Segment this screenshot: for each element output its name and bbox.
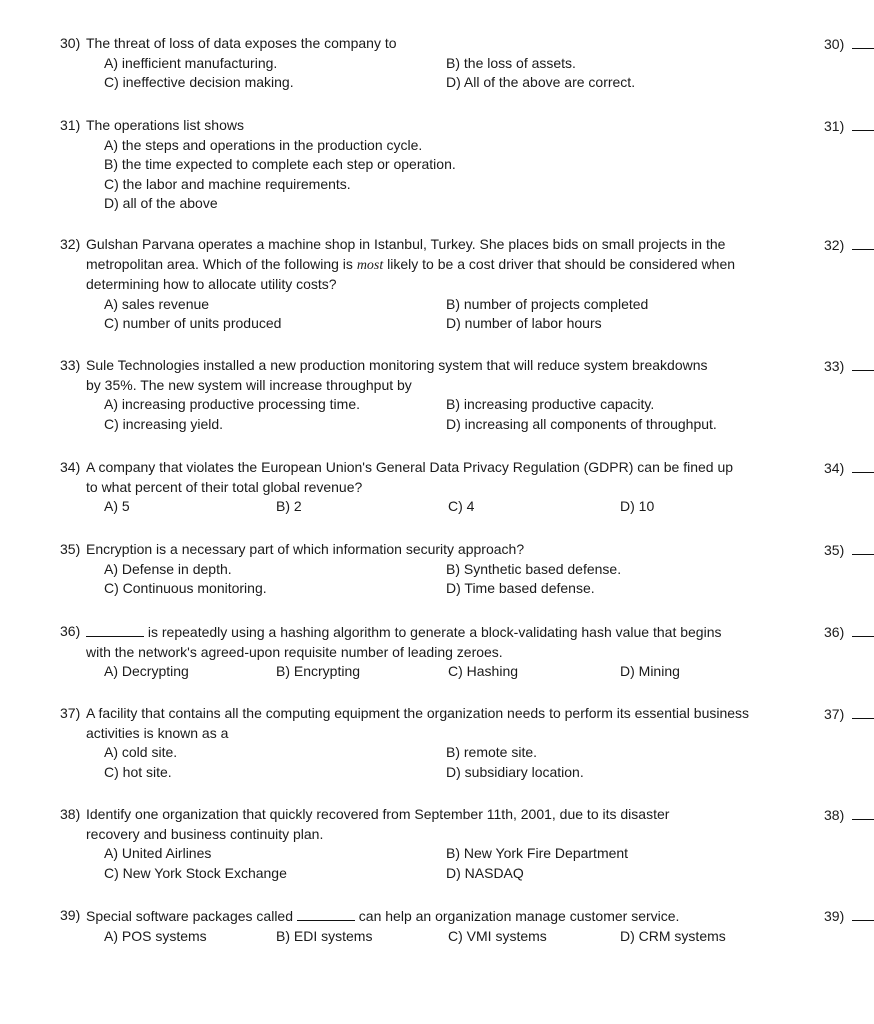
option-b[interactable]: B) increasing productive capacity. bbox=[446, 396, 655, 412]
options bbox=[60, 295, 860, 334]
answer-slot[interactable] bbox=[824, 34, 874, 55]
answer-number: 33) bbox=[824, 358, 845, 374]
options bbox=[60, 743, 860, 782]
question-39 bbox=[60, 906, 860, 946]
option-c[interactable]: C) VMI systems bbox=[448, 927, 547, 944]
option-c[interactable]: C) ineffective decision making. bbox=[104, 74, 294, 90]
question-33 bbox=[60, 356, 860, 434]
answer-number: 39) bbox=[824, 908, 845, 924]
option-a[interactable]: A) the steps and operations in the production cycle. bbox=[104, 136, 423, 153]
answer-blank[interactable] bbox=[852, 540, 874, 555]
answer-number: 31) bbox=[824, 118, 845, 134]
option-d[interactable]: D) CRM systems bbox=[620, 927, 726, 944]
answer-slot[interactable] bbox=[824, 622, 874, 643]
question-stem-cont: can help an organization manage customer service. bbox=[358, 908, 680, 924]
question-stem: The operations list shows bbox=[86, 117, 244, 133]
options bbox=[60, 844, 860, 883]
answer-slot[interactable] bbox=[824, 704, 874, 725]
option-b[interactable]: B) the time expected to complete each step or operation. bbox=[104, 156, 456, 172]
options bbox=[60, 560, 860, 599]
answer-blank[interactable] bbox=[852, 622, 874, 637]
option-d[interactable]: D) number of labor hours bbox=[446, 315, 602, 331]
answer-number: 36) bbox=[824, 624, 845, 640]
answer-number: 35) bbox=[824, 542, 845, 558]
answer-blank[interactable] bbox=[852, 458, 874, 473]
question-number: 36) bbox=[60, 623, 81, 639]
question-31 bbox=[60, 116, 860, 214]
option-a[interactable]: A) 5 bbox=[104, 498, 130, 514]
question-stem: Encryption is a necessary part of which information security approach? bbox=[86, 541, 525, 557]
question-number: 35) bbox=[60, 541, 81, 557]
option-d[interactable]: D) All of the above are correct. bbox=[446, 74, 636, 90]
option-d[interactable]: D) subsidiary location. bbox=[446, 763, 584, 780]
answer-blank[interactable] bbox=[852, 906, 874, 921]
question-number: 30) bbox=[60, 35, 81, 51]
emphasis-word: most bbox=[356, 257, 384, 273]
answer-slot[interactable] bbox=[824, 235, 874, 256]
answer-number: 37) bbox=[824, 706, 845, 722]
option-a[interactable]: A) POS systems bbox=[104, 927, 207, 944]
option-c[interactable]: C) increasing yield. bbox=[104, 415, 224, 432]
question-stem: The threat of loss of data exposes the company to bbox=[86, 35, 397, 51]
question-stem: Sule Technologies installed a new production monitoring system that will reduce system breakdowns by 35%. The new system will increase throughput by bbox=[86, 357, 708, 393]
fill-in-blank[interactable] bbox=[86, 622, 144, 637]
option-a[interactable]: A) inefficient manufacturing. bbox=[104, 54, 278, 71]
options bbox=[60, 927, 860, 947]
answer-slot[interactable] bbox=[824, 805, 874, 826]
answer-number: 38) bbox=[824, 807, 845, 823]
question-stem: Gulshan Parvana operates a machine shop in Istanbul, Turkey. She places bids on small projects in the metropolitan area. Which of the following is bbox=[86, 236, 726, 272]
answer-blank[interactable] bbox=[852, 116, 874, 131]
option-b[interactable]: B) Synthetic based defense. bbox=[446, 560, 622, 577]
options bbox=[60, 54, 860, 93]
question-stem: Special software packages called bbox=[86, 908, 294, 924]
answer-blank[interactable] bbox=[852, 34, 874, 49]
question-35 bbox=[60, 540, 860, 599]
option-a[interactable]: A) Defense in depth. bbox=[104, 560, 232, 577]
option-d[interactable]: D) all of the above bbox=[104, 195, 218, 211]
fill-in-blank[interactable] bbox=[297, 906, 355, 921]
question-stem: is repeatedly using a hashing algorithm to generate a block-validating hash value that begins with the network's agreed-upon requisite number of leading zeroes. bbox=[86, 624, 722, 660]
option-b[interactable]: B) New York Fire Department bbox=[446, 845, 629, 861]
answer-number: 30) bbox=[824, 36, 845, 52]
question-stem: A company that violates the European Union's General Data Privacy Regulation (GDPR) can be fined up to what percent of their total global revenue? bbox=[86, 459, 734, 495]
question-number: 34) bbox=[60, 459, 81, 475]
option-b[interactable]: B) 2 bbox=[276, 498, 302, 514]
question-32 bbox=[60, 235, 860, 334]
question-36 bbox=[60, 622, 860, 682]
option-a[interactable]: A) cold site. bbox=[104, 744, 178, 760]
answer-slot[interactable] bbox=[824, 116, 874, 137]
option-c[interactable]: C) Continuous monitoring. bbox=[104, 580, 267, 596]
option-d[interactable]: D) 10 bbox=[620, 498, 655, 514]
question-number: 39) bbox=[60, 907, 81, 923]
option-b[interactable]: B) EDI systems bbox=[276, 927, 373, 944]
question-37 bbox=[60, 704, 860, 782]
option-c[interactable]: C) 4 bbox=[448, 498, 475, 514]
answer-slot[interactable] bbox=[824, 458, 874, 479]
answer-slot[interactable] bbox=[824, 356, 874, 377]
answer-blank[interactable] bbox=[852, 704, 874, 719]
option-d[interactable]: D) Time based defense. bbox=[446, 580, 595, 596]
question-stem: Identify one organization that quickly recovered from September 11th, 2001, due to its disaster recovery and business continuity plan. bbox=[86, 806, 670, 842]
option-a[interactable]: A) sales revenue bbox=[104, 295, 210, 312]
option-c[interactable]: C) the labor and machine requirements. bbox=[104, 175, 351, 192]
answer-blank[interactable] bbox=[852, 805, 874, 820]
option-c[interactable]: C) New York Stock Exchange bbox=[104, 864, 287, 881]
answer-number: 32) bbox=[824, 237, 845, 253]
question-number: 31) bbox=[60, 117, 81, 133]
option-d[interactable]: D) increasing all components of throughput. bbox=[446, 415, 717, 432]
answer-slot[interactable] bbox=[824, 540, 874, 561]
options bbox=[60, 497, 860, 517]
question-number: 32) bbox=[60, 236, 81, 252]
option-a[interactable]: A) increasing productive processing time. bbox=[104, 396, 361, 412]
options bbox=[60, 662, 860, 682]
option-d[interactable]: D) Mining bbox=[620, 663, 680, 679]
option-b[interactable]: B) remote site. bbox=[446, 744, 538, 760]
option-a[interactable]: A) Decrypting bbox=[104, 663, 189, 679]
answer-blank[interactable] bbox=[852, 356, 874, 371]
answer-slot[interactable] bbox=[824, 906, 874, 927]
option-b[interactable]: B) the loss of assets. bbox=[446, 54, 576, 71]
question-number: 33) bbox=[60, 357, 81, 373]
option-b[interactable]: B) Encrypting bbox=[276, 663, 361, 679]
option-c[interactable]: C) hot site. bbox=[104, 763, 172, 780]
question-34 bbox=[60, 458, 860, 517]
question-38 bbox=[60, 805, 860, 883]
option-a[interactable]: A) United Airlines bbox=[104, 845, 212, 861]
option-c[interactable]: C) Hashing bbox=[448, 663, 519, 679]
option-d[interactable]: D) NASDAQ bbox=[446, 864, 524, 881]
option-b[interactable]: B) number of projects completed bbox=[446, 295, 649, 312]
answer-blank[interactable] bbox=[852, 235, 874, 250]
options bbox=[60, 395, 860, 434]
question-number: 38) bbox=[60, 806, 81, 822]
question-30 bbox=[60, 34, 860, 93]
option-c[interactable]: C) number of units produced bbox=[104, 315, 282, 331]
question-stem: A facility that contains all the computing equipment the organization needs to perform its essential business activities is known as a bbox=[86, 705, 750, 741]
question-stem-cont: likely to be a cost driver that should be considered when determining how to allocate utility costs? bbox=[86, 255, 736, 292]
options bbox=[60, 136, 860, 214]
question-number: 37) bbox=[60, 705, 81, 721]
answer-number: 34) bbox=[824, 460, 845, 476]
